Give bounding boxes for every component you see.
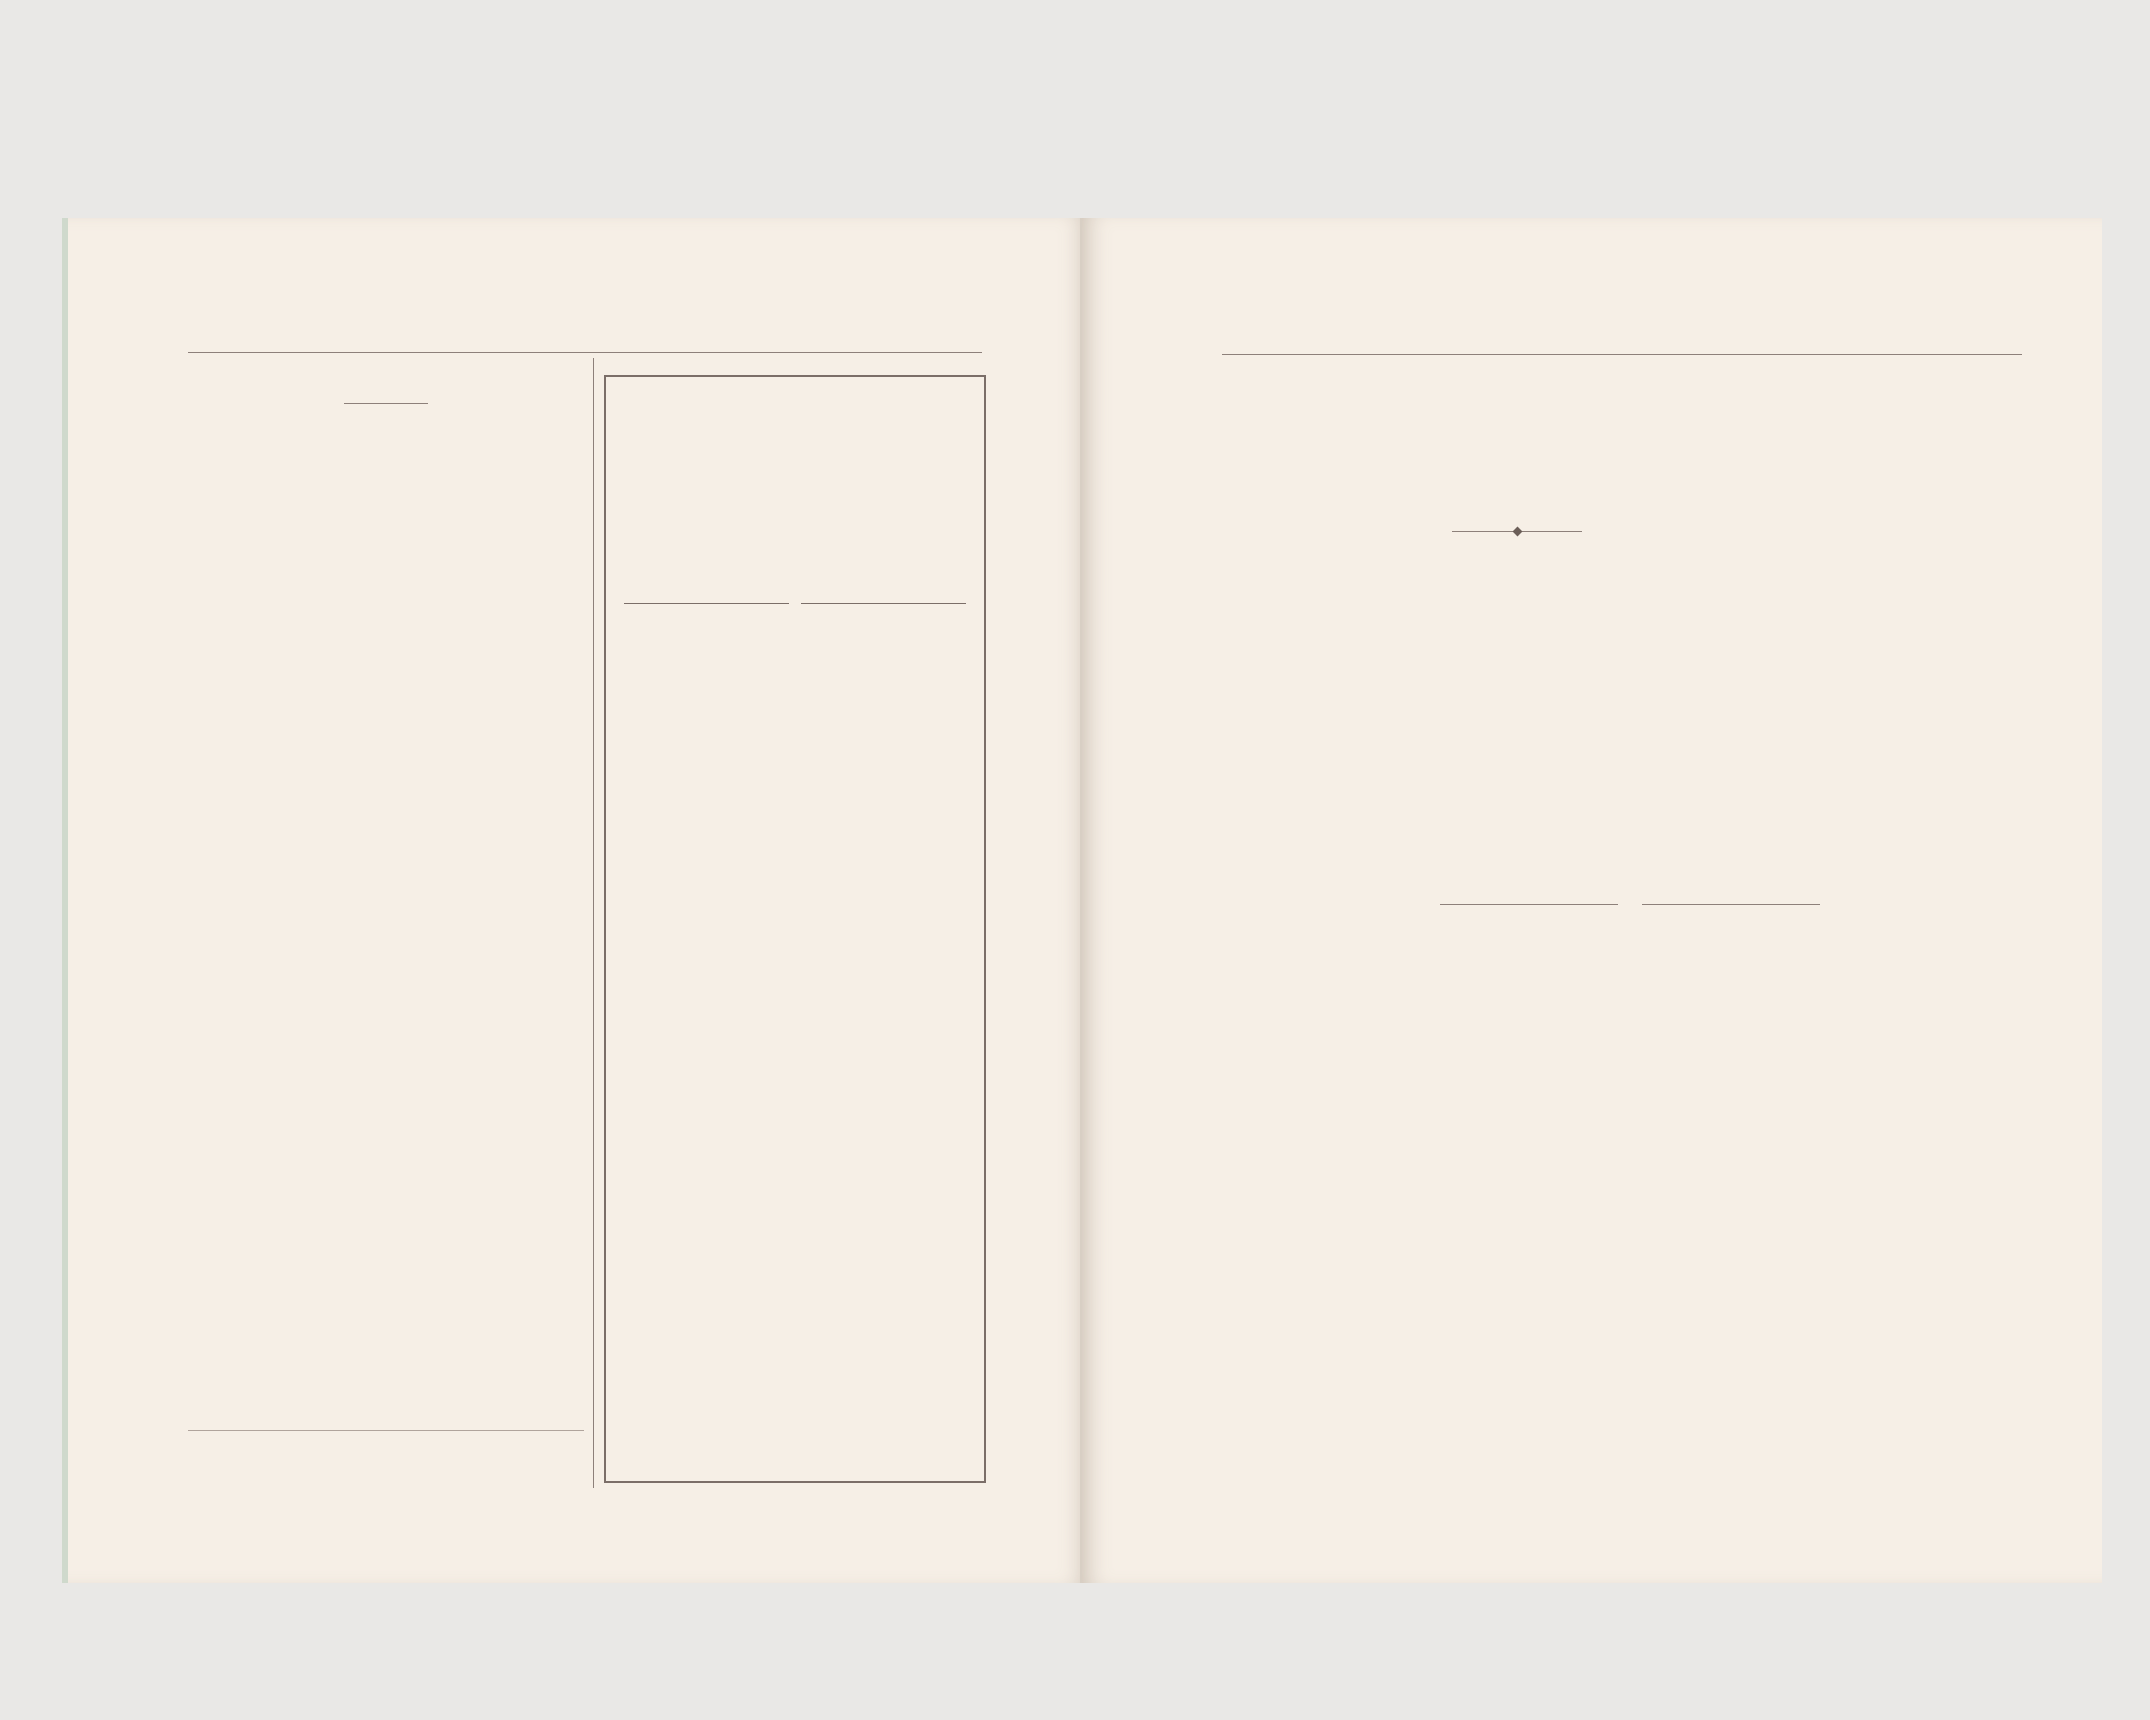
left-page [62,218,1088,1583]
right-header-rule [1222,354,2022,355]
linesmen-line [1262,1312,1276,1332]
referee-line [1262,1278,1276,1298]
right-page [1082,218,2102,1583]
ad-great-wrap [606,590,984,616]
article-title-rule [344,403,428,404]
left-header-rule [188,352,982,353]
open-programme-booklet [52,218,2102,1583]
ornament-diamond-1 [1513,527,1523,537]
column-divider [593,358,594,1488]
article-foot-rule [188,1430,584,1431]
centre-line-right [1642,904,1820,905]
chappell-piano-advert [604,375,986,1483]
centre-line-left [1440,904,1618,905]
ad-great [789,590,801,616]
